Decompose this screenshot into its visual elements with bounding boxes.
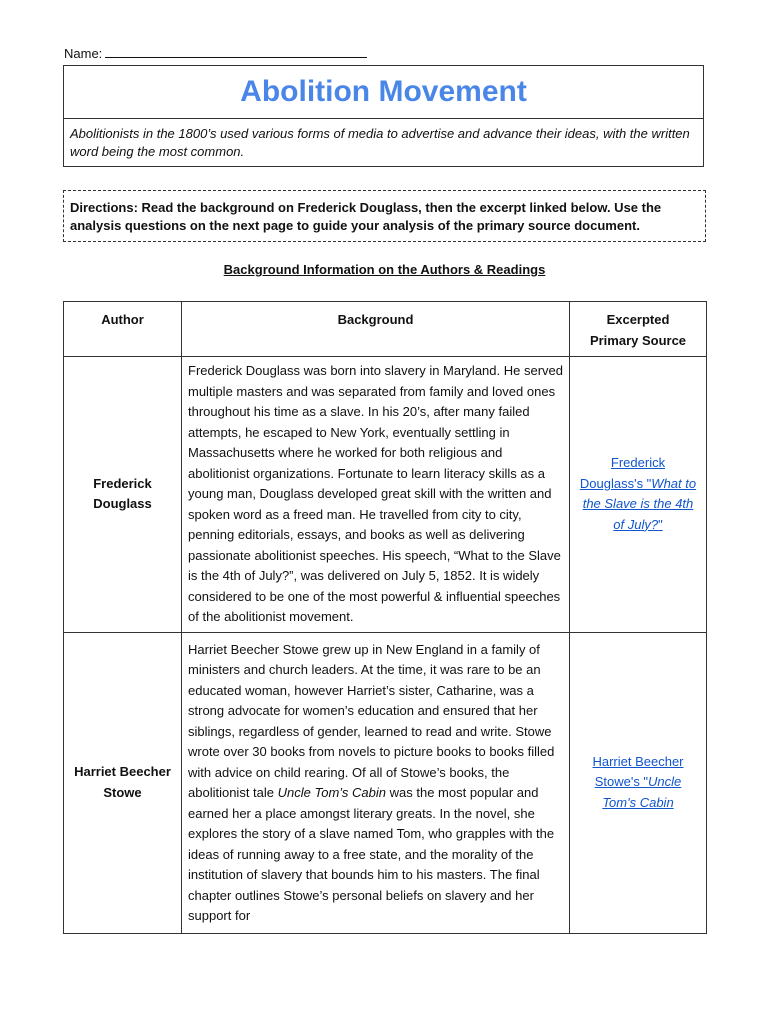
table-header-row [64, 302, 707, 357]
author-name-line1: Frederick [93, 475, 152, 491]
source-link-quote: " [658, 516, 663, 532]
background-cell [182, 632, 570, 933]
source-cell [570, 357, 707, 633]
readings-table [63, 301, 707, 934]
background-text-part: Harriet Beecher Stowe grew up in New England in a family of ministers and church leaders. At the time, it was rare to be an educated woman, however Harriet’s sister, Catharine, was a strong advocate for women’s education and ensured that her siblings, regardless of gender, learned to read and write. Stowe wrote over 30 books from novels to picture books to books filled with advice on child rearing. Of all of Stowe’s books, the abolitionist tale [188, 641, 555, 800]
source-link-title: What to the Slave is the 4th of July? [582, 475, 697, 532]
header-source-line2: Primary Source [589, 332, 687, 348]
source-cell [570, 632, 707, 933]
title-box [63, 65, 704, 167]
section-heading: Background Information on the Authors & Readings [223, 262, 546, 277]
background-text-part: was the most popular and earned her a place amongst literary greats. In the novel, she explores the story of a slave named Tom, who grapples with the ideas of running away to a free state, and the morality of the institution of slavery that bounds him to his masters. The final chapter outlines Stowe’s personal beliefs on slavery and her support for [188, 785, 555, 923]
author-cell [64, 357, 182, 633]
header-source-line1: Excerpted [606, 312, 670, 327]
source-link-douglass[interactable] [580, 455, 696, 532]
name-blank-line[interactable] [105, 45, 367, 58]
page-title: Abolition Movement [64, 66, 703, 119]
table-row [64, 632, 707, 933]
header-source [570, 302, 707, 357]
book-title: Uncle Tom’s Cabin [277, 785, 387, 800]
source-link-text: Frederick Douglass's " [579, 455, 666, 491]
author-name-line2: Douglass [93, 496, 152, 512]
source-link-text: Harriet Beecher Stowe's " [592, 753, 684, 790]
header-background: Background [182, 302, 570, 357]
table-row [64, 357, 707, 633]
source-link-stowe[interactable] [592, 754, 683, 810]
name-label: Name: [64, 46, 103, 61]
author-name-line1: Harriet Beecher [74, 764, 171, 779]
intro-text: Abolitionists in the 1800’s used various forms of media to advertise and advance their ideas, with the written word being the most common. [70, 126, 690, 159]
name-field [64, 45, 367, 63]
background-text [188, 640, 563, 926]
directions-box: Directions: Read the background on Frederick Douglass, then the excerpt linked below. Use the analysis questions on the next page to guide your analysis of the primary source document. [63, 190, 706, 242]
author-name-line2: Stowe [103, 784, 142, 800]
source-link-title: Uncle Tom's Cabin [602, 774, 682, 810]
author-cell [64, 632, 182, 933]
header-author: Author [64, 302, 182, 357]
background-cell: Frederick Douglass was born into slavery in Maryland. He served multiple masters and was separated from family and loved ones throughout his time as a slave. In his 20’s, after many failed attempts, he escaped to New York, eventually settling in Massachusetts where he worked for both religious and abolitionist organizations. Fortunate to learn literacy skills as a young man, Douglass developed great skill with the written and spoken word as a freed man. He travelled from city to city, penning editorials, essays, and books as well as delivering passionate abolitionist speeches. His speech, “What to the Slave is the 4th of July?”, was delivered on July 5, 1852. It is widely considered to be one of the most powerful & influential speeches of the abolitionist movement. [182, 357, 570, 633]
